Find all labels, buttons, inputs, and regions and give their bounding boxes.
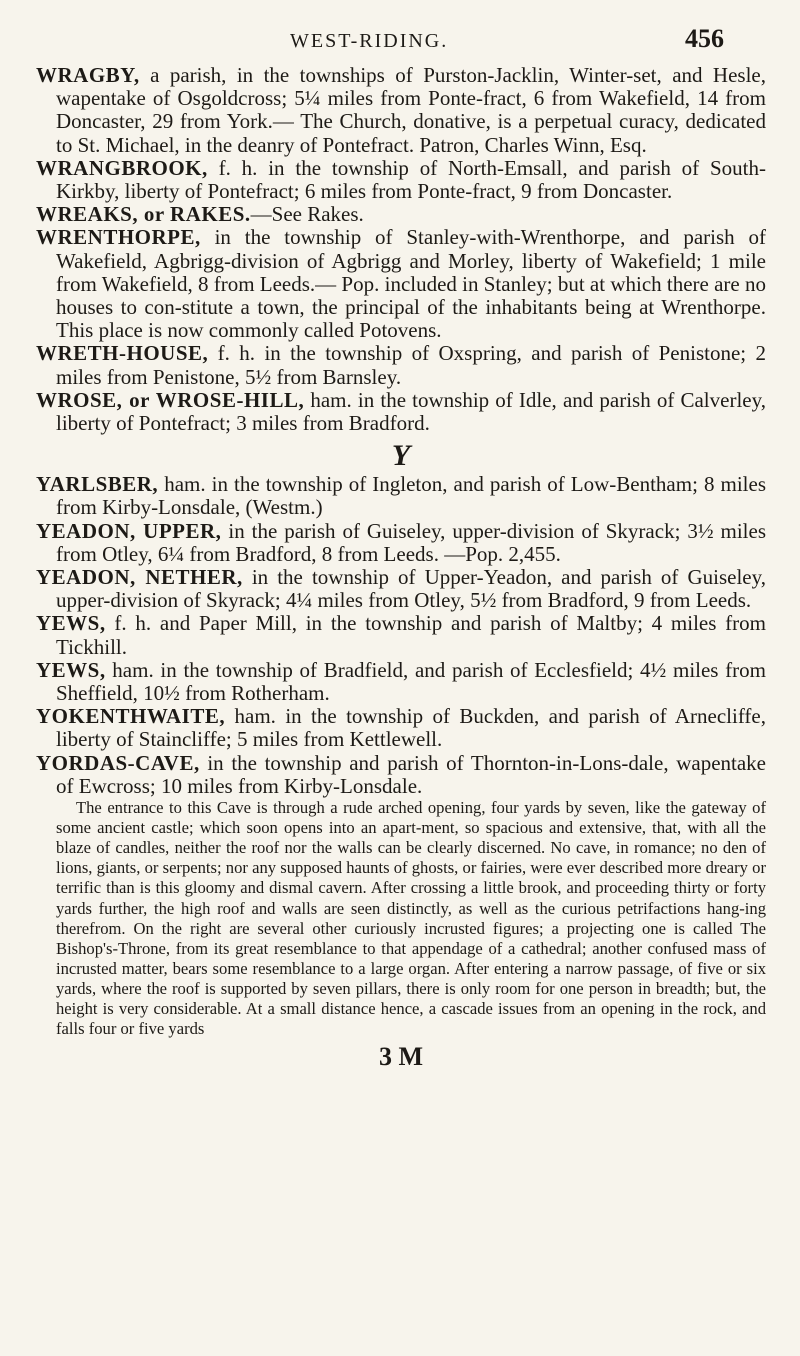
gazetteer-entry [36, 566, 766, 612]
entry-text: in the township of Stanley-with-Wrenthorpe, and parish of Wakefield, Agbrigg-division of Agbrigg and Morley, liberty of Wakefield; 1 mile from Wakefield, 8 from Leeds.— Pop. included in Stanley; but at which there are no houses to con-stitute a town, the principal of the inhabitants being at Wrenthorpe. This place is now commonly called Potovens. [56, 225, 766, 343]
signature-mark: 3 M [378, 1042, 424, 1072]
entry-text: —See Rakes. [250, 202, 364, 227]
entry-headword: WRETH-HOUSE, [36, 341, 209, 366]
cave-description-note: The entrance to this Cave is through a rude arched opening, four yards by seven, like the gateway of some ancient castle; which soon opens into an apart-ment, so spacious and extensive, that, with all the blaze of candles, neither the roof nor the walls can be clearly discerned. No cave, in romance; no den of lions, giants, or serpents; nor any supposed haunts of ghosts, or fairies, were ever described more dreary or terrific than is this gloomy and dismal cavern. After crossing a little brook, and proceeding thirty or forty yards further, the high roof and walls are seen distinctly, as well as the curious petrifactions hang-ing therefrom. On the right are several other curiously incrusted figures; a projecting one is called The Bishop's-Throne, from its great resemblance to that appendage of a cathedral; another confused mass of incrusted matter, bears some resemblance to a large organ. After entering a narrow passage, of five or six yards, where the roof is supported by seven pillars, there is only room for one person in breadth; but, the height is very considerable. At a small distance hence, a cascade issues from an opening in the rock, and falls four or five yards [56, 798, 766, 1039]
entry-text: ham. in the township of Bradfield, and parish of Ecclesfield; 4½ miles from Sheffield, 10½ from Rotherham. [56, 657, 766, 706]
entry-headword: YARLSBER, [36, 472, 159, 497]
entry-text: a parish, in the townships of Purston-Jacklin, Winter-set, and Hesle, wapentake of Osgoldcross; 5¼ miles from Ponte-fract, 6 from Wakefield, 14 from Doncaster, 29 from York.— The Church, donative, is a perpetual curacy, dedicated to St. Michael, in the deanry of Pontefract. Patron, Charles Winn, Esq. [56, 63, 766, 157]
gazetteer-entry [36, 705, 766, 751]
entry-headword: YEADON, NETHER, [36, 565, 243, 590]
entries-y-section [36, 473, 766, 798]
entry-headword: WRENTHORPE, [36, 225, 201, 250]
gazetteer-content [36, 64, 766, 1071]
gazetteer-entry [36, 342, 766, 388]
gazetteer-entry [36, 203, 766, 226]
gazetteer-entry [36, 64, 766, 157]
entry-headword: WRANGBROOK, [36, 155, 208, 180]
entry-headword: YOKENTHWAITE, [36, 704, 226, 729]
running-head [0, 18, 800, 58]
entries-w-section [36, 64, 766, 435]
entry-text: f. h. in the township of Oxspring, and parish of Penistone; 2 miles from Penistone, 5½ from Barnsley. [56, 341, 766, 389]
entry-headword: WRAGBY, [36, 63, 140, 87]
entry-headword: YEWS, [36, 611, 106, 636]
entry-headword: WROSE, or WROSE-HILL, [36, 387, 305, 412]
entry-text: ham. in the township of Idle, and parish of Calverley, liberty of Pontefract; 3 miles from Bradford. [56, 387, 766, 436]
running-title: WEST-RIDING. [290, 30, 449, 52]
entry-headword: YEADON, UPPER, [36, 518, 222, 543]
gazetteer-entry [36, 659, 766, 705]
entry-headword: YEWS, [36, 657, 106, 682]
entry-text: f. h. and Paper Mill, in the township and parish of Maltby; 4 miles from Tickhill. [56, 611, 766, 659]
entry-headword: WREAKS, or RAKES. [36, 202, 251, 227]
entry-text: in the parish of Guiseley, upper-division of Skyrack; 3½ miles from Otley, 6¼ from Bradford, 8 from Leeds. —Pop. 2,455. [56, 518, 767, 566]
page-number: 456 [685, 24, 724, 53]
gazetteer-entry [36, 473, 766, 519]
entry-text: in the township of Upper-Yeadon, and parish of Guiseley, upper-division of Skyrack; 4¼ miles from Otley, 5½ from Bradford, 9 from Leeds. [56, 565, 766, 613]
entry-text: ham. in the township of Ingleton, and parish of Low-Bentham; 8 miles from Kirby-Lonsdale, (Westm.) [56, 472, 766, 520]
entry-text: f. h. in the township of North-Emsall, and parish of South-Kirkby, liberty of Pontefract; 6 miles from Ponte-fract, 9 from Doncaster. [56, 155, 766, 204]
gazetteer-entry [36, 612, 766, 658]
gazetteer-entry [36, 226, 766, 342]
entry-headword: YORDAS-CAVE, [36, 750, 200, 775]
gazetteer-entry [36, 157, 766, 203]
entry-text: in the township and parish of Thornton-in-Lons-dale, wapentake of Ewcross; 10 miles from Kirby-Lonsdale. [56, 750, 766, 798]
gazetteer-entry [36, 520, 766, 566]
entry-text: ham. in the township of Buckden, and parish of Arnecliffe, liberty of Staincliffe; 5 miles from Kettlewell. [56, 704, 766, 752]
letter-heading: Y [391, 439, 411, 473]
gazetteer-entry [36, 389, 766, 435]
gazetteer-entry [36, 752, 766, 798]
